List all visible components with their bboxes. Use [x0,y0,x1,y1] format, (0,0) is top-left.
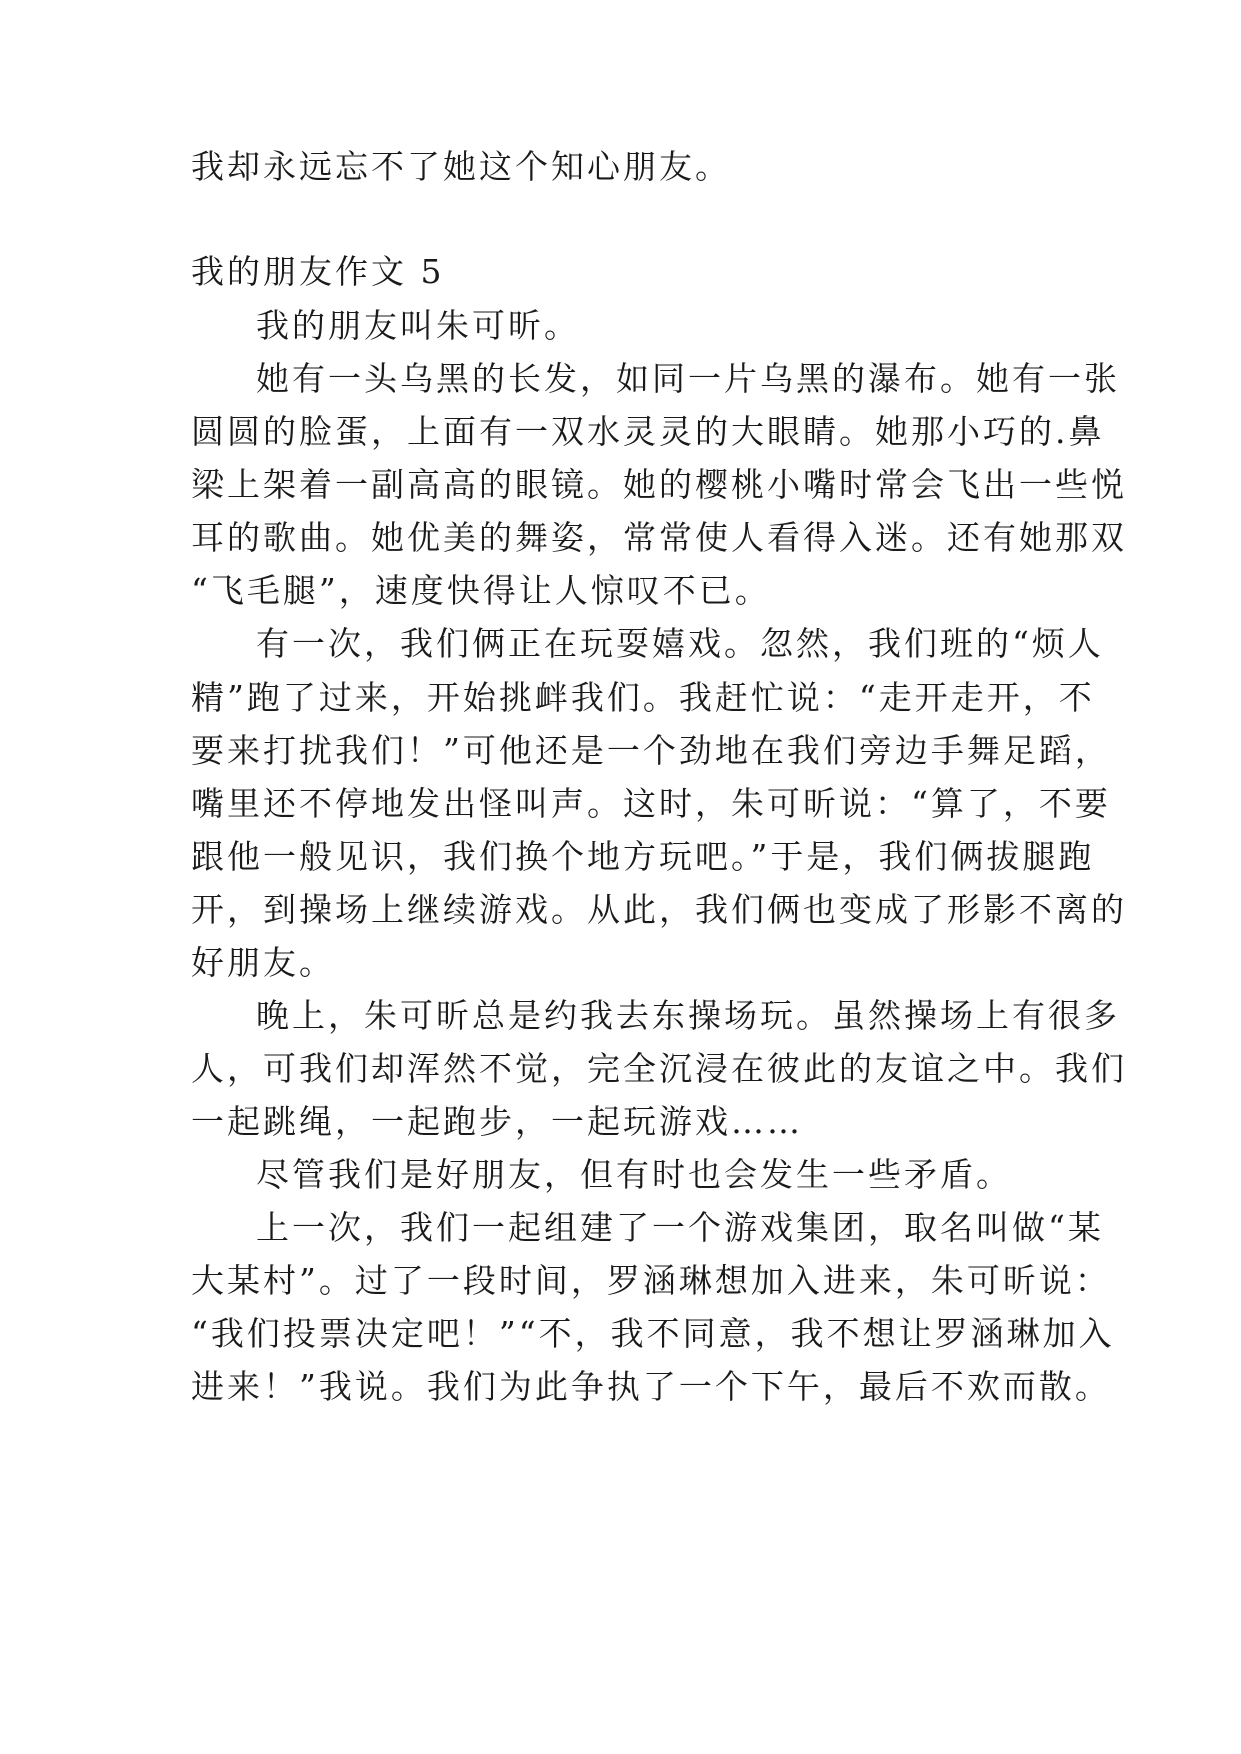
paragraph-line: 她有一头乌黑的长发，如同一片乌黑的瀑布。她有一张 [256,359,1120,398]
paragraph-line: 开，到操场上继续游戏。从此，我们俩也变成了形影不离的 [191,890,1127,929]
paragraph-line: 耳的歌曲。她优美的舞姿，常常使人看得入迷。还有她那双 [191,518,1127,557]
section-title: 我的朋友作文 5 [191,252,445,291]
paragraph-line: 大某村”。过了一段时间，罗涵琳想加入进来，朱可昕说： [191,1261,1111,1300]
paragraph-line: 上一次，我们一起组建了一个游戏集团，取名叫做“某 [256,1208,1104,1247]
intro-line: 我却永远忘不了她这个知心朋友。 [191,147,731,186]
paragraph-line: 我的朋友叫朱可昕。 [256,306,580,345]
paragraph-line: “我们投票决定吧！”“不，我不同意，我不想让罗涵琳加入 [191,1314,1115,1353]
paragraph-line: 要来打扰我们！”可他还是一个劲地在我们旁边手舞足蹈， [191,731,1111,770]
paragraph-line: 晚上，朱可昕总是约我去东操场玩。虽然操场上有很多 [256,996,1120,1035]
paragraph-line: “飞毛腿”，速度快得让人惊叹不已。 [191,571,771,610]
paragraph-line: 梁上架着一副高高的眼镜。她的樱桃小嘴时常会飞出一些悦 [191,465,1127,504]
paragraph-line: 精”跑了过来，开始挑衅我们。我赶忙说：“走开走开，不 [191,678,1095,717]
paragraph-line: 人，可我们却浑然不觉，完全沉浸在彼此的友谊之中。我们 [191,1049,1127,1088]
paragraph-line: 圆圆的脸蛋，上面有一双水灵灵的大眼睛。她那小巧的.鼻 [191,412,1105,451]
paragraph-line: 好朋友。 [191,943,335,982]
paragraph-line: 嘴里还不停地发出怪叫声。这时，朱可昕说：“算了，不要 [191,784,1111,823]
paragraph-line: 跟他一般见识，我们换个地方玩吧。”于是，我们俩拔腿跑 [191,837,1095,876]
paragraph-line: 一起跳绳，一起跑步，一起玩游戏…… [191,1102,803,1141]
paragraph-line: 有一次，我们俩正在玩耍嬉戏。忽然，我们班的“烦人 [256,624,1104,663]
paragraph-line: 进来！”我说。我们为此争执了一个下午，最后不欢而散。 [191,1367,1111,1406]
paragraph-line: 尽管我们是好朋友，但有时也会发生一些矛盾。 [256,1155,1012,1194]
